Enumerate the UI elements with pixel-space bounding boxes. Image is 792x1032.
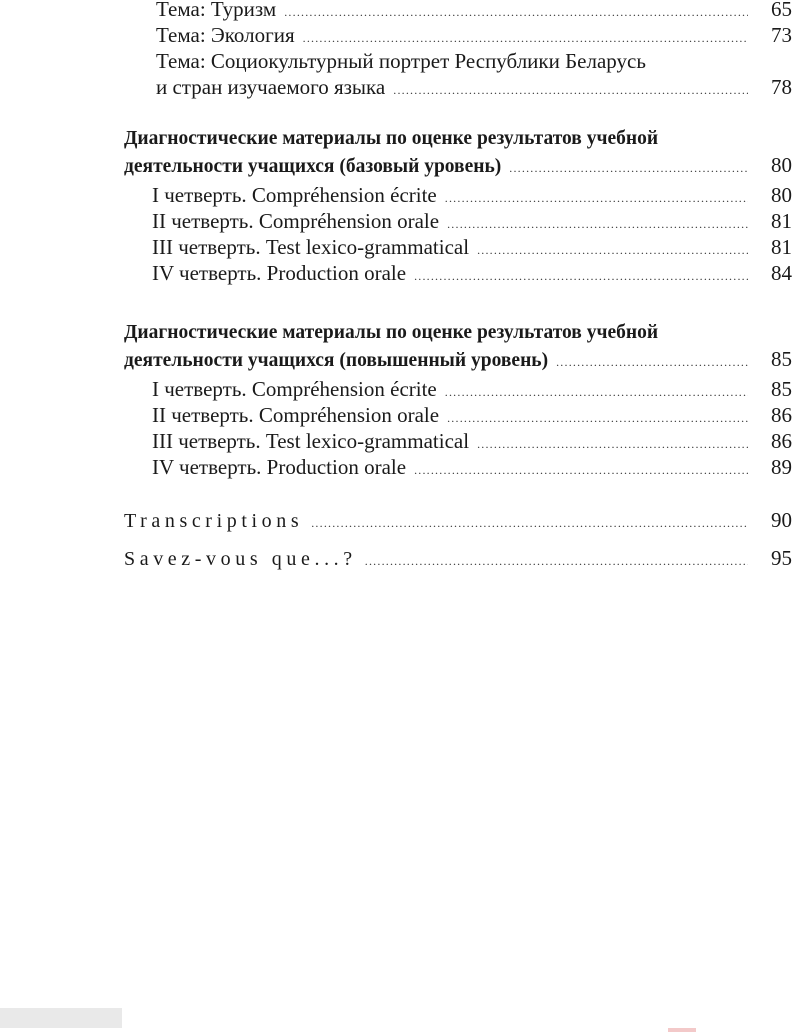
toc-entry-base-q1[interactable] <box>152 182 792 211</box>
dot-leader <box>393 77 748 103</box>
dot-leader <box>311 510 748 536</box>
toc-page-number: 86 <box>771 403 792 427</box>
toc-page-number: 81 <box>771 235 792 259</box>
toc-entry-base-q4[interactable] <box>152 260 792 289</box>
toc-entry-title: Savez-vous que...? <box>124 548 357 570</box>
toc-page-number: 90 <box>771 508 792 532</box>
toc-entry-title: Тема: Экология <box>156 23 295 47</box>
toc-entry-advanced-q1[interactable] <box>152 376 792 405</box>
toc-entry-advanced-q3[interactable] <box>152 428 792 457</box>
toc-page-number: 95 <box>771 546 792 570</box>
toc-page-number: 85 <box>771 347 792 371</box>
dot-leader <box>365 548 748 574</box>
toc-page-number: 65 <box>771 0 792 21</box>
toc-entry-sociocultural[interactable] <box>156 74 792 103</box>
toc-entry-title: IV четверть. Production orale <box>152 261 407 285</box>
toc-entry-title: II четверть. Compréhension orale <box>152 403 440 427</box>
toc-entry-advanced-q4[interactable] <box>152 454 792 483</box>
toc-page-number: 84 <box>771 261 792 285</box>
toc-section-advanced-heading-line1: Диагностические материалы по оценке результатов учебной <box>124 322 659 343</box>
toc-page-number: 81 <box>771 209 792 233</box>
dot-leader <box>509 155 748 181</box>
toc-entry-title: I четверть. Compréhension écrite <box>152 183 437 207</box>
toc-entry-base-q2[interactable] <box>152 208 792 237</box>
dot-leader <box>414 263 748 289</box>
toc-section-title: деятельности учащихся (повышенный уровень) <box>124 350 549 371</box>
toc-section-title: деятельности учащихся (базовый уровень) <box>124 156 502 177</box>
toc-entry-title: Тема: Туризм <box>156 0 277 21</box>
toc-entry-advanced-q2[interactable] <box>152 402 792 431</box>
dot-leader <box>414 457 748 483</box>
toc-page-number: 89 <box>771 455 792 479</box>
toc-section-advanced[interactable] <box>124 346 792 375</box>
toc-page-number: 80 <box>771 153 792 177</box>
toc-section-base-heading-line1: Диагностические материалы по оценке результатов учебной <box>124 128 659 149</box>
footer-mark <box>668 1028 696 1032</box>
toc-entry-title: Transcriptions <box>124 510 304 532</box>
toc-entry-sociocultural-line1: Тема: Социокультурный портрет Республики Беларусь <box>156 49 646 73</box>
toc-entry-savez-vous-que[interactable] <box>124 545 792 574</box>
toc-entry-title: IV четверть. Production orale <box>152 455 407 479</box>
footer-bar <box>0 1008 122 1028</box>
toc-entry-title: II четверть. Compréhension orale <box>152 209 440 233</box>
toc-page-number: 80 <box>771 183 792 207</box>
toc-entry-title: и стран изучаемого языка <box>156 75 386 99</box>
toc-page-number: 86 <box>771 429 792 453</box>
toc-entry-base-q3[interactable] <box>152 234 792 263</box>
toc-page-number: 78 <box>771 75 792 99</box>
toc-entry-ecology[interactable] <box>156 22 792 51</box>
toc-page-number: 73 <box>771 23 792 47</box>
toc-page-number: 85 <box>771 377 792 401</box>
toc-entry-title: I четверть. Compréhension écrite <box>152 377 437 401</box>
toc-entry-transcriptions[interactable] <box>124 507 792 536</box>
toc-entry-title: III четверть. Test lexico-grammatical <box>152 429 470 453</box>
toc-entry-title: III четверть. Test lexico-grammatical <box>152 235 470 259</box>
toc-section-base[interactable] <box>124 152 792 181</box>
dot-leader <box>556 349 748 375</box>
